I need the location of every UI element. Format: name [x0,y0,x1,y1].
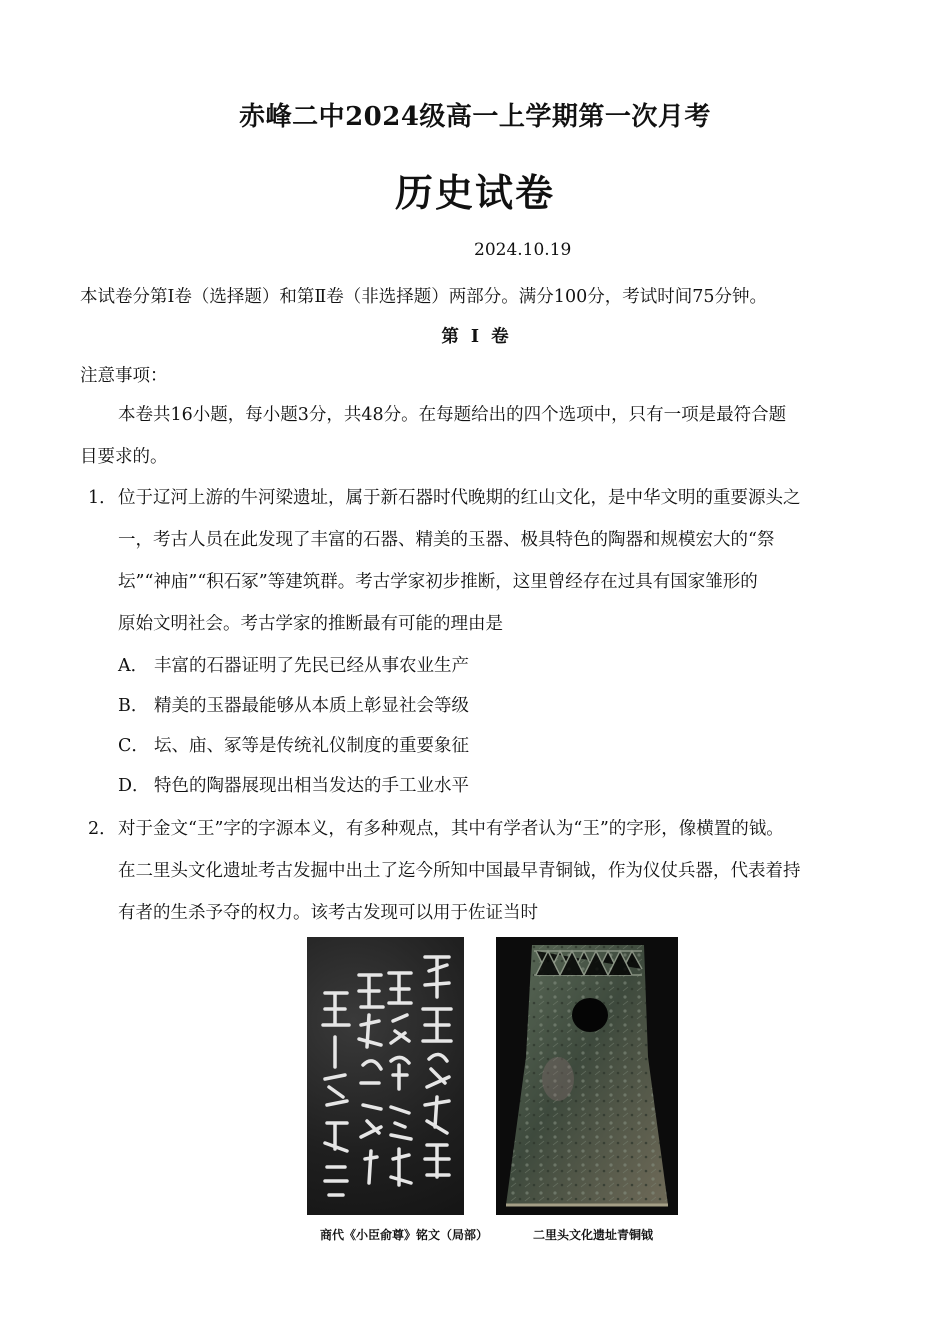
section-heading-part3: 卷 [491,327,509,347]
exam-intro: 本试卷分第Ⅰ卷（选择题）和第Ⅱ卷（非选择题）两部分。满分100分，考试时间75分钟。 [80,287,767,307]
option-letter: B． [118,696,149,716]
exam-school-title: 赤峰二中2024级高一上学期第一次月考 [239,102,711,132]
section-heading [0,323,950,348]
option-text: 精美的玉器最能够从本质上彰显社会等级 [154,696,469,716]
figure-left-caption: 商代《小臣俞尊》铭文（局部） [320,1228,489,1242]
exam-date: 2024.10.19 [474,240,572,260]
question-1-option-d[interactable] [118,772,469,797]
rubbing-strokes [307,937,464,1215]
question-1-line-1: 位于辽河上游的牛河梁遗址，属于新石器时代晚期的红山文化，是中华文明的重要源头之 [118,488,801,508]
question-2-number: 2． [88,819,117,839]
exam-subject-title: 历史试卷 [394,170,555,215]
inscription-rubbing-image [307,937,464,1215]
notice-label: 注意事项： [80,366,168,386]
bronze-axe-image [496,937,678,1215]
question-2-line-2: 在二里头文化遗址考古发掘中出土了迄今所知中国最早青铜钺，作为仪仗兵器，代表着持 [118,861,801,881]
option-text: 丰富的石器证明了先民已经从事农业生产 [154,656,469,676]
bronze-axe-drawing [496,937,678,1215]
question-1-line-4: 原始文明社会。考古学家的推断最有可能的理由是 [118,614,503,634]
question-1-number: 1． [88,488,117,508]
option-letter: D． [118,776,150,796]
notice-line-2: 目要求的。 [80,447,168,467]
question-1-option-a[interactable] [118,652,469,677]
question-1-line-3: 坛”“神庙”“积石冢”等建筑群。考古学家初步推断，这里曾经存在过具有国家雏形的 [118,572,758,592]
question-2-line-3: 有者的生杀予夺的权力。该考古发现可以用于佐证当时 [118,903,538,923]
option-text: 特色的陶器展现出相当发达的手工业水平 [154,776,469,796]
question-2-line-1: 对于金文“王”字的字源本义，有多种观点，其中有学者认为“王”的字形，像横置的钺。 [118,819,784,839]
option-text: 坛、庙、冢等是传统礼仪制度的重要象征 [154,736,469,756]
question-1-line-2: 一，考古人员在此发现了丰富的石器、精美的玉器、极具特色的陶器和规模宏大的“祭 [118,530,775,550]
option-letter: A． [118,656,149,676]
question-1-option-c[interactable] [118,732,469,757]
notice-line-1: 本卷共16小题，每小题3分，共48分。在每题给出的四个选项中，只有一项是最符合题 [118,405,787,425]
option-letter: C． [118,736,149,756]
figure-right-caption: 二里头文化遗址青铜钺 [533,1228,654,1242]
section-heading-part2: Ⅰ [470,327,480,347]
question-1-option-b[interactable] [118,692,469,717]
section-heading-part1: 第 [441,327,459,347]
